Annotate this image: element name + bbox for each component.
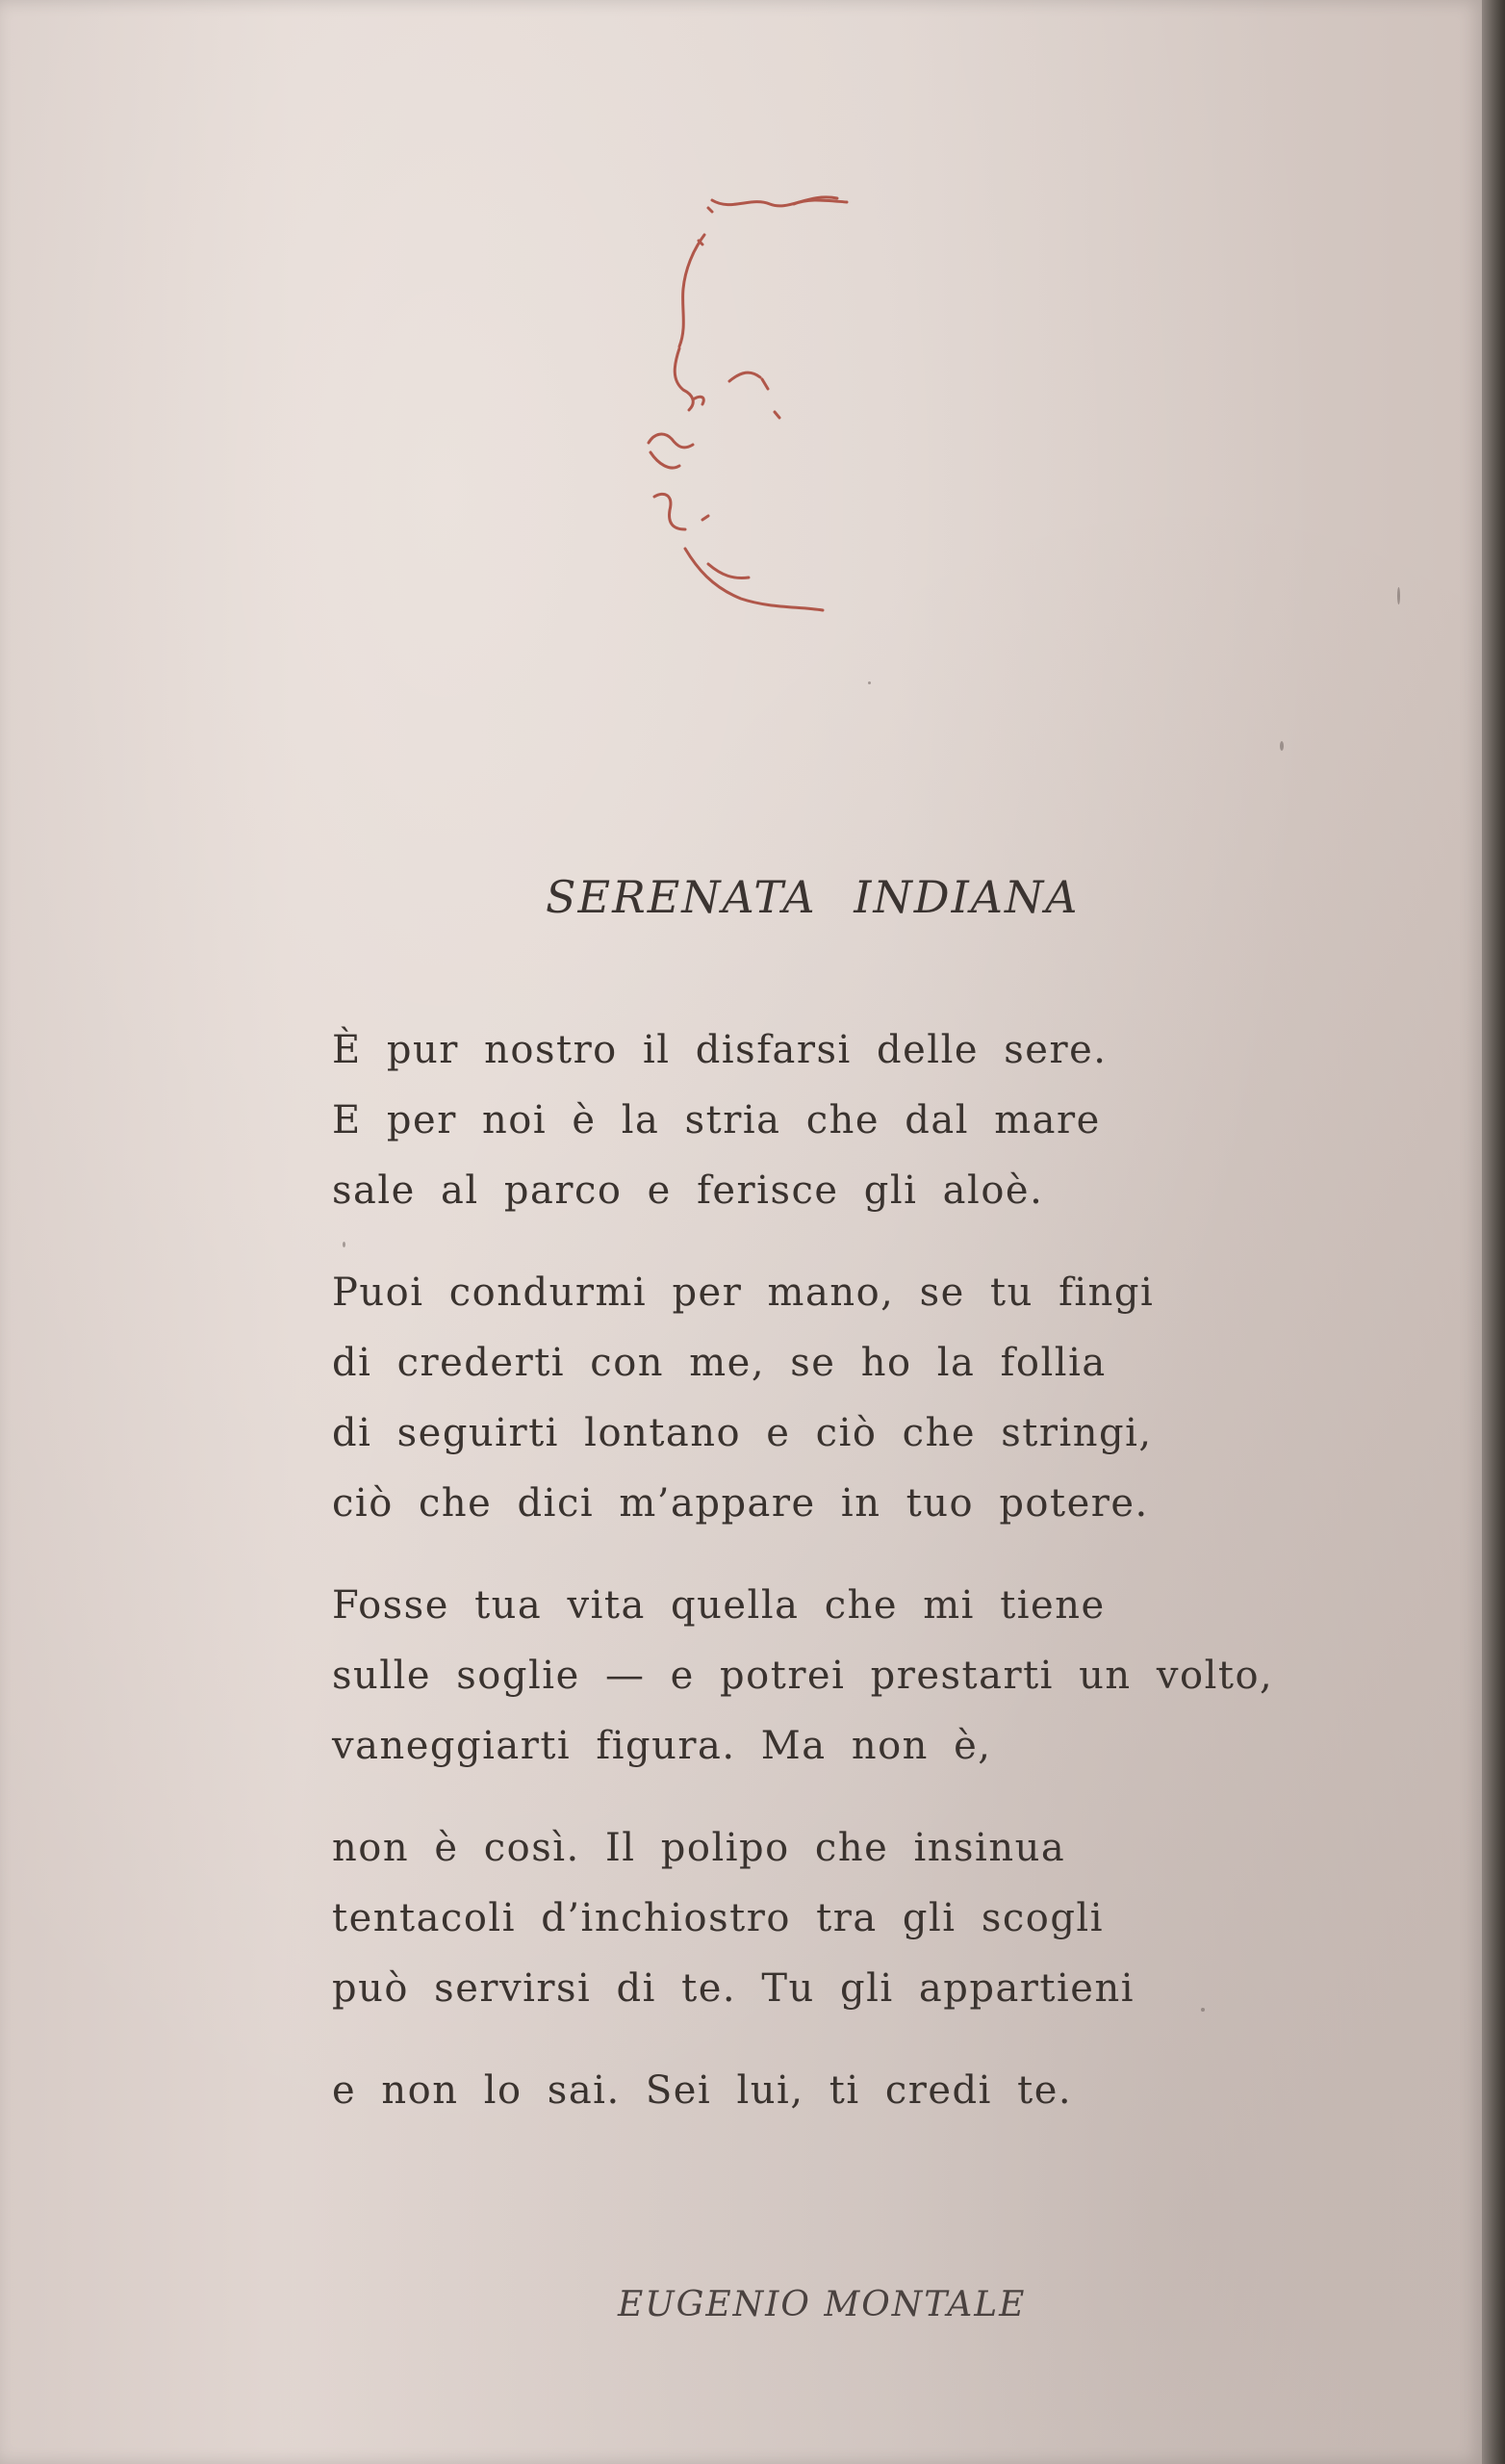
paper-speck [868,681,871,684]
poem-line: Puoi condurmi per mano, se tu fingi [332,1270,1155,1315]
poem-line: può servirsi di te. Tu gli appartieni [332,1966,1135,2011]
poem-line: ciò che dici m’appare in tuo potere. [332,1481,1149,1526]
poem-line: di seguirti lontano e ciò che stringi, [332,1411,1153,1455]
author-signature: EUGENIO MONTALE [618,2285,1027,2324]
poem-line: sale al parco e ferisce gli aloè. [332,1168,1044,1213]
poem-title: SERENATA INDIANA [546,871,1080,923]
poem-line: E per noi è la stria che dal mare [332,1098,1101,1142]
poem-line: È pur nostro il disfarsi delle sere. [332,1028,1108,1072]
poem-body [332,1015,1342,2158]
paper-speck [1201,2008,1205,2012]
profile-sketch-icon [616,183,905,664]
paper-speck [343,1242,345,1247]
stanza-3 [332,1571,1342,1782]
poem-line: tentacoli d’inchiostro tra gli scogli [332,1896,1105,1940]
page-edge [1482,0,1505,2464]
stanza-1 [332,1015,1342,1226]
poem-line: non è così. Il polipo che insinua [332,1826,1066,1870]
paper-speck [1397,587,1400,604]
stanza-5 [332,2056,1342,2126]
poem-line: Fosse tua vita quella che mi tiene [332,1583,1106,1628]
poem-line: e non lo sai. Sei lui, ti credi te. [332,2068,1073,2113]
paper-speck [1280,741,1284,751]
stanza-2 [332,1258,1342,1539]
stanza-4 [332,1813,1342,2024]
poem-line: vaneggiarti figura. Ma non è, [332,1724,992,1768]
poem-line: di crederti con me, se ho la follia [332,1341,1107,1385]
poem-line: sulle soglie — e potrei prestarti un volto, [332,1654,1274,1698]
